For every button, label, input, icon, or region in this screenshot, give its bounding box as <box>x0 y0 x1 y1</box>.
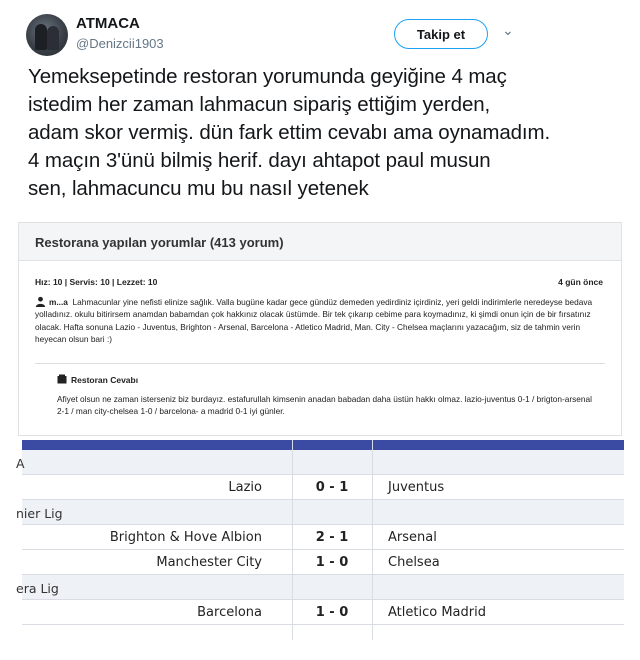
league-row <box>16 450 624 475</box>
away-team: Arsenal <box>388 530 437 545</box>
review-comment <box>35 296 607 346</box>
away-team: Atletico Madrid <box>388 605 486 620</box>
scores-header-bar <box>22 440 624 450</box>
scores-table <box>16 440 624 640</box>
match-score: 1 - 0 <box>315 605 349 620</box>
match-score: 0 - 1 <box>315 480 349 495</box>
league-name: nier Lig <box>16 506 63 521</box>
ratings: Hız: 10 | Servis: 10 | Lezzet: 10 <box>35 277 158 287</box>
home-team: Manchester City <box>156 555 262 570</box>
match-row[interactable] <box>22 475 624 500</box>
review-comment-text: Lahmacunlar yine nefisti elinize sağlık. Valla bugüne kadar gece gündüz demeden yedirdiniz içirdiniz, yeri geldi indirimlerle neredeyse bedava yolladınız. okulu bitirirsem anamdan babamdan çok hakkınız olacak üstümde. Bir tek çıkarıp cebime para koymadınız, ki şimdi onun için de bir fırsatınız olacak. Hafta sonuna Lazio - Juventus, Brighton - Arsenal, Barcelona - Atletico Madrid, Man. City - Chelsea maçlarını yazacağım, siz de tahmin verin heyecan olsun bari :) <box>35 297 593 345</box>
match-row[interactable] <box>22 600 624 625</box>
league-name: A <box>16 456 25 471</box>
follow-button[interactable]: Takip et <box>394 19 488 49</box>
match-row[interactable] <box>22 550 624 575</box>
league-row <box>16 575 624 600</box>
reply-text: Afiyet olsun ne zaman isterseniz biz burdayız. estafurullah kimsenin anadan babadan daha üstün hakkı olmaz. lazio-juventus 0-1 / brigton-arsenal 2-1 / man city-chelsea 1-0 / barcelona- a madrid 0-1 iyi günler. <box>57 394 592 417</box>
league-row <box>16 500 624 525</box>
home-team: Lazio <box>228 480 262 495</box>
avatar[interactable] <box>26 14 68 56</box>
display-name[interactable]: ATMACA <box>76 15 140 32</box>
user-handle[interactable]: @Denizcii1903 <box>76 36 164 51</box>
home-team: Brighton & Hove Albion <box>109 530 262 545</box>
reply-label: Restoran Cevabı <box>71 375 139 385</box>
away-team: Juventus <box>388 480 445 495</box>
home-team: Barcelona <box>197 605 262 620</box>
review-date: 4 gün önce <box>558 277 603 287</box>
column-divider <box>372 440 373 640</box>
match-score: 2 - 1 <box>315 530 349 545</box>
restaurant-icon <box>57 374 67 384</box>
match-score: 1 - 0 <box>315 555 349 570</box>
away-team: Chelsea <box>388 555 440 570</box>
tweet-header <box>20 12 620 62</box>
league-name: era Lig <box>16 581 59 596</box>
divider <box>35 363 605 364</box>
tweet-text: Yemeksepetinde restoran yorumunda geyiğine 4 maç istedim her zaman lahmacun sipariş ettiğim yerden, adam skor vermiş. dün fark ettim cevabı ama oynamadım. 4 maçın 3'ünü bilmiş herif. dayı ahtapot paul musun sen, lahmacuncu mu bu nasıl yetenek <box>28 65 551 200</box>
review-title-bar <box>19 223 621 261</box>
chevron-down-icon[interactable]: ⌄ <box>502 22 514 38</box>
column-divider <box>292 440 293 640</box>
review-title: Restorana yapılan yorumlar (413 yorum) <box>35 235 284 250</box>
match-row[interactable] <box>22 525 624 550</box>
review-user: m...a <box>49 297 68 307</box>
review-card <box>18 222 622 436</box>
